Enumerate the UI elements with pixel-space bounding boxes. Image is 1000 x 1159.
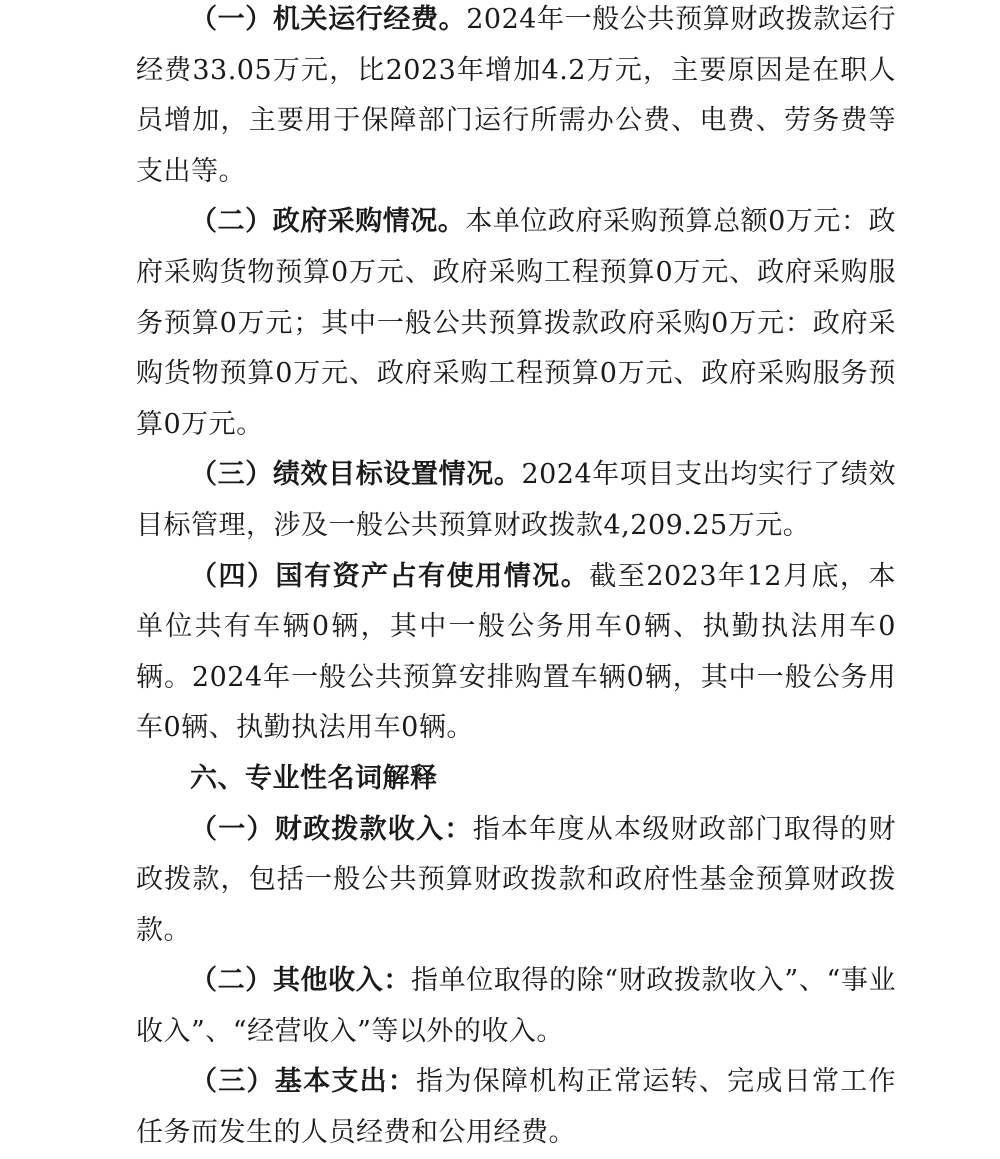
paragraph-performance-targets — [136, 450, 896, 551]
paragraph-text: 2024年一般公共预算财政拨款运行经费33.05万元，比2023年增加4.2万元，主要原因是在职人员增加，主要用于保障部门运行所需办公费、电费、劳务费等支出等。 — [136, 4, 897, 187]
paragraph-lead: （一）财政拨款收入： — [190, 813, 473, 845]
paragraph-text: 指单位取得的除“财政拨款收入”、“事业收入”、“经营收入”等以外的收入。 — [136, 965, 896, 1047]
paragraph-other-income — [136, 956, 896, 1057]
paragraph-lead: （三）基本支出： — [190, 1066, 417, 1098]
paragraph-text: 截至2023年12月底，本单位共有车辆0辆，其中一般公务用车0辆、执勤执法用车0辆。2024年一般公共预算安排购置车辆0辆，其中一般公务用车0辆、执勤执法用车0辆。 — [136, 560, 897, 744]
paragraph-text: 本单位政府采购预算总额0万元：政府采购货物预算0万元、政府采购工程预算0万元、政府采购服务预算0万元；其中一般公共预算拨款政府采购0万元：政府采购货物预算0万元、政府采购工程预算0万元、政府采购服务预算0万元。 — [136, 206, 896, 440]
paragraph-lead: （一）机关运行经费。 — [190, 4, 467, 35]
paragraph-lead: （二）政府采购情况。 — [190, 206, 466, 238]
paragraph-state-assets — [136, 552, 896, 754]
paragraph-text: 指本年度从本级财政部门取得的财政拨款，包括一般公共预算财政拨款和政府性基金预算财政拨款。 — [136, 813, 897, 946]
paragraph-operating-expenses — [136, 0, 896, 197]
paragraph-text: 指为保障机构正常运转、完成日常工作任务而发生的人员经费和公用经费。 — [136, 1066, 897, 1149]
paragraph-lead: （二）其他收入： — [190, 965, 411, 997]
paragraph-text: 2024年项目支出均实行了绩效目标管理，涉及一般公共预算财政拨款4,209.25万元。 — [136, 459, 896, 541]
paragraph-lead: （四）国有资产占有使用情况。 — [190, 560, 590, 592]
paragraph-government-procurement — [136, 197, 896, 450]
paragraph-fiscal-appropriation-income — [136, 805, 896, 957]
section-heading: 六、专业性名词解释 — [190, 762, 438, 794]
paragraph-lead: （三）绩效目标设置情况。 — [190, 459, 522, 491]
document-page — [136, 0, 896, 1159]
paragraph-basic-expenditure — [136, 1057, 896, 1158]
